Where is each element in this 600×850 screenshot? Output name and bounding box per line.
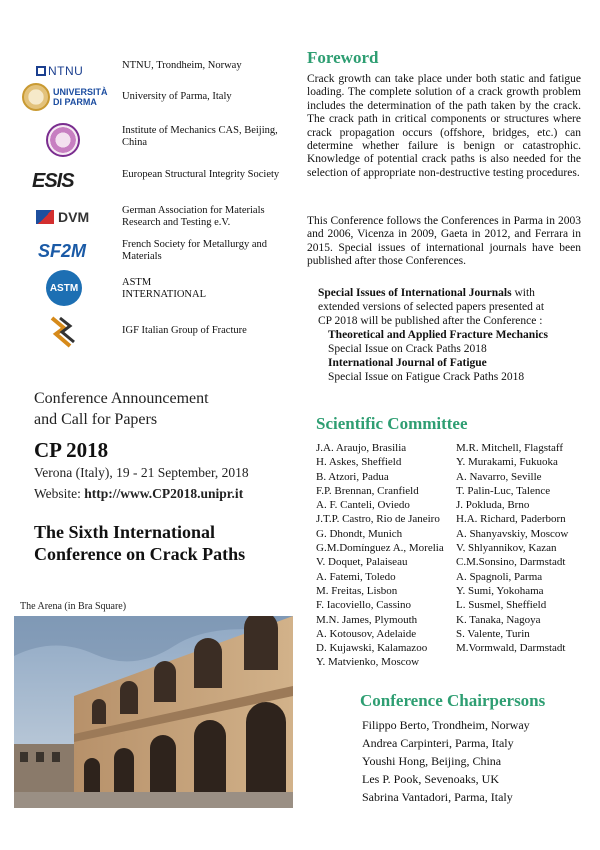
org-name: French Society for Metallurgy and Materials — [122, 239, 268, 262]
committee-member: M.R. Mitchell, Flagstaff — [456, 442, 564, 454]
committee-member: M.Vormwald, Darmstadt — [456, 642, 566, 655]
committee-member: D. Kujawski, Kalamazoo — [316, 642, 428, 655]
org-name: European Structural Integrity Society — [122, 169, 280, 180]
committee-right-column — [456, 441, 596, 655]
org-name: IGF Italian Group of Fracture — [122, 325, 247, 336]
chairpersons-heading: Conference Chairpersons — [360, 691, 546, 710]
committee-left-column — [316, 441, 456, 670]
announcement-heading: Conference Announcement and Call for Papers — [34, 390, 209, 428]
org-esis — [22, 166, 292, 196]
event-location-dates: Verona (Italy), 19 - 21 September, 2018 — [34, 465, 249, 480]
committee-member: F. Iacoviello, Cassino — [316, 599, 412, 612]
committee-member: V. Doquet, Palaiseau — [316, 556, 408, 569]
photo-caption: The Arena (in Bra Square) — [20, 601, 127, 612]
ntnu-logo-icon: NTNU — [22, 56, 108, 86]
committee-member: A. Kotousov, Adelaide — [316, 627, 417, 640]
dvm-logo-icon: DVM — [22, 202, 108, 232]
committee-member: Y. Sumi, Yokohama — [456, 584, 544, 597]
sf2m-logo-icon: SF2M — [38, 240, 87, 261]
committee-member: H. Askes, Sheffield — [316, 456, 402, 469]
org-sf2m — [22, 236, 292, 266]
website-label: Website: — [34, 486, 81, 501]
committee-member: M. Freitas, Lisbon — [316, 584, 398, 597]
website-line — [34, 486, 243, 502]
journal-issue: Special Issue on Fatigue Crack Paths 2018 — [328, 371, 525, 383]
committee-member: A. Shanyavskiy, Moscow — [456, 527, 569, 540]
foreword-paragraph-2: This Conference follows the Conferences in Parma in 2003 and 2006, Vicenza in 2009, Gaeta in 2012, and Ferrara in 2015. Special issues of international journals have been published after those Conferences. — [307, 215, 581, 268]
committee-member: G. Dhondt, Munich — [316, 527, 403, 540]
chairperson: Andrea Carpinteri, Parma, Italy — [362, 736, 514, 750]
committee-member: T. Palin-Luc, Talence — [456, 484, 551, 497]
foreword-paragraph-1: Crack growth can take place under both static and fatigue loading. The complete solution of a crack growth problem includes the determination of the path taken by the crack. The crack path in critical components or structures where crack propagation occurs (offshore, bridges, etc.) can determine whether failure is benign or catastrophic. Knowledge of potential crack paths is also needed for the selection of appropriate non-destructive testing procedures. — [307, 73, 581, 179]
org-astm — [22, 268, 292, 308]
igf-logo-icon — [22, 314, 108, 350]
org-dvm — [22, 202, 292, 232]
committee-member: A. Navarro, Seville — [456, 470, 542, 483]
event-name: CP 2018 — [34, 438, 109, 462]
chairperson: Les P. Pook, Sevenoaks, UK — [362, 772, 499, 786]
parma-seal-icon: UNIVERSITÀ DI PARMA — [22, 80, 108, 114]
journal-issue: Special Issue on Crack Paths 2018 — [328, 343, 487, 355]
committee-member: B. Atzori, Padua — [316, 470, 389, 483]
committee-member: J. Pokluda, Brno — [456, 499, 530, 512]
arena-photo — [14, 616, 293, 808]
committee-member: Y. Matvienko, Moscow — [316, 656, 420, 669]
org-igf — [22, 314, 292, 350]
committee-member: K. Tanaka, Nagoya — [456, 613, 541, 626]
committee-member: L. Susmel, Sheffield — [456, 599, 547, 612]
website-link[interactable]: http://www.CP2018.unipr.it — [84, 486, 244, 501]
committee-member: G.M.Domínguez A., Morelia — [316, 542, 444, 555]
special-issues-block: Special Issues of International Journals with extended versions of selected papers presented at CP 2018 will be published after the Conference : Theoretical and Applied Fracture Mechanics Special Issue on Crack Paths 2018 International Journal of Fatigue Special Issue on Fatigue Crack Paths 2018 — [318, 286, 586, 384]
committee-member: M.N. James, Plymouth — [316, 613, 418, 626]
astm-logo-icon: ASTM — [22, 268, 108, 308]
committee-member: A. Spagnoli, Parma — [456, 570, 543, 583]
chairperson: Filippo Berto, Trondheim, Norway — [362, 718, 530, 732]
journal-name: Theoretical and Applied Fracture Mechanics — [328, 329, 548, 341]
org-name: ASTM INTERNATIONAL — [122, 277, 206, 300]
org-name: German Association for Materials Research and Testing e.V. — [122, 205, 265, 228]
chairpersons-list — [362, 716, 582, 806]
committee-member: V. Shlyannikov, Kazan — [456, 542, 557, 555]
org-parma — [22, 80, 292, 114]
foreword-heading: Foreword — [307, 48, 379, 67]
journal-name: International Journal of Fatigue — [328, 357, 487, 369]
org-name: NTNU, Trondheim, Norway — [122, 60, 242, 71]
org-name: University of Parma, Italy — [122, 91, 232, 102]
chairperson: Youshi Hong, Beijing, China — [362, 754, 502, 768]
committee-member: Y. Murakami, Fukuoka — [456, 456, 558, 469]
esis-logo-icon: ESIS — [32, 169, 74, 192]
committee-member: F.P. Brennan, Cranfield — [316, 484, 419, 497]
conference-title: The Sixth International Conference on Crack Paths — [34, 522, 246, 564]
committee-heading: Scientific Committee — [316, 414, 468, 433]
committee-member: A. F. Canteli, Oviedo — [316, 499, 410, 512]
org-name: Institute of Mechanics CAS, Beijing, China — [122, 125, 278, 148]
imcas-emblem-icon — [22, 120, 108, 160]
committee-member: H.A. Richard, Paderborn — [456, 513, 566, 526]
committee-member: S. Valente, Turin — [456, 627, 530, 640]
committee-member: C.M.Sonsino, Darmstadt — [456, 556, 566, 569]
committee-member: J.T.P. Castro, Rio de Janeiro — [316, 513, 440, 526]
committee-member: A. Fatemi, Toledo — [316, 570, 396, 583]
chairperson: Sabrina Vantadori, Parma, Italy — [362, 790, 513, 804]
committee-member: J.A. Araujo, Brasilia — [316, 442, 407, 454]
org-imcas — [22, 120, 292, 160]
